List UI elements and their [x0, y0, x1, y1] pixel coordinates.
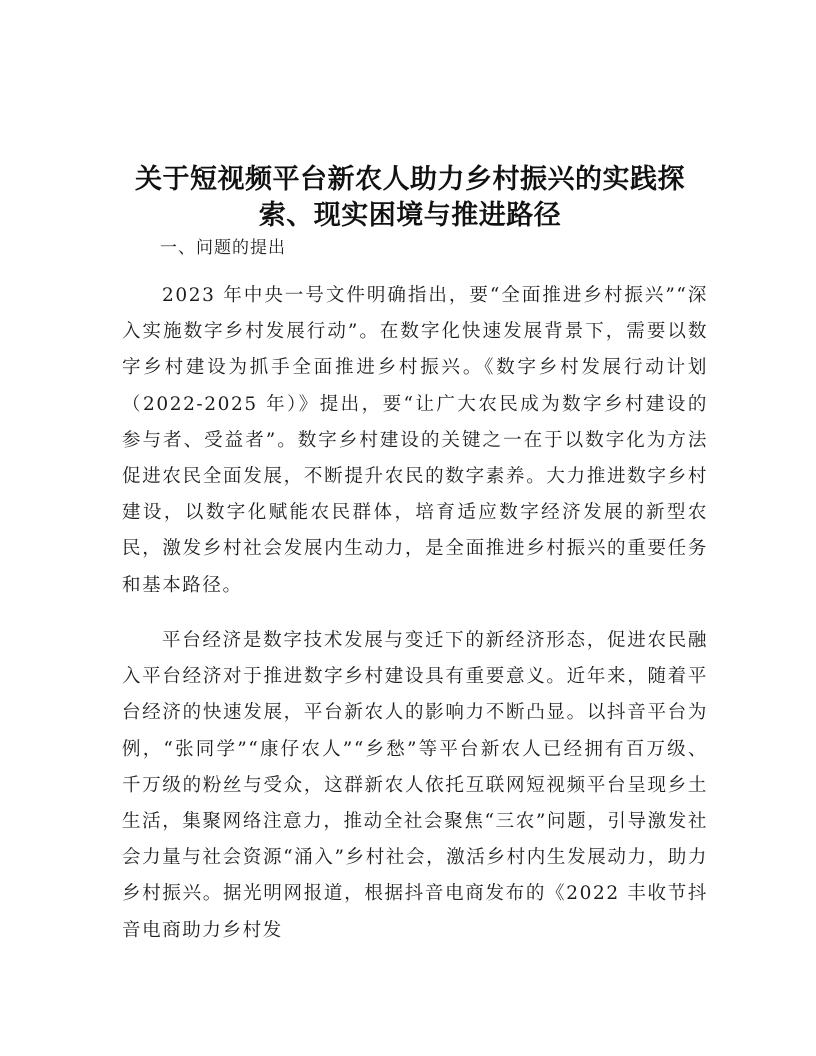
body-paragraph: 2023 年中央一号文件明确指出，要“全面推进乡村振兴”“深入实施数字乡村发展行动”。在数字化快速发展背景下，需要以数字乡村建设为抓手全面推进乡村振兴。《数字乡村发展行动计划（2022-2025 年）》提出，要“让广大农民成为数字乡村建设的参与者、受益者”。数字乡村建设的关键之一在于以数字化为方法促进农民全面发展，不断提升农民的数字素养。大力推进数字乡村建设，以数字化赋能农民群体，培育适应数字经济发展的新型农民，激发乡村社会发展内生动力，是全面推进乡村振兴的重要任务和基本路径。: [122, 285, 708, 596]
document-title: 关于短视频平台新农人助力乡村振兴的实践探索、现实困境与推进路径: [135, 164, 685, 232]
body-paragraph: 平台经济是数字技术发展与变迁下的新经济形态，促进农民融入平台经济对于推进数字乡村建设具有重要意义。近年来，随着平台经济的快速发展，平台新农人的影响力不断凸显。以抖音平台为例，“张同学”“康仔农人”“乡愁”等平台新农人已经拥有百万级、千万级的粉丝与受众，这群新农人依托互联网短视频平台呈现乡土生活，集聚网络注意力，推动全社会聚焦“三农”问题，引导激发社会力量与社会资源“涌入”乡村社会，激活乡村内生发展动力，助力乡村振兴。据光明网报道，根据抖音电商发布的《2022 丰收节抖音电商助力乡村发: [122, 630, 708, 941]
section-heading: 一、问题的提出: [160, 238, 286, 258]
